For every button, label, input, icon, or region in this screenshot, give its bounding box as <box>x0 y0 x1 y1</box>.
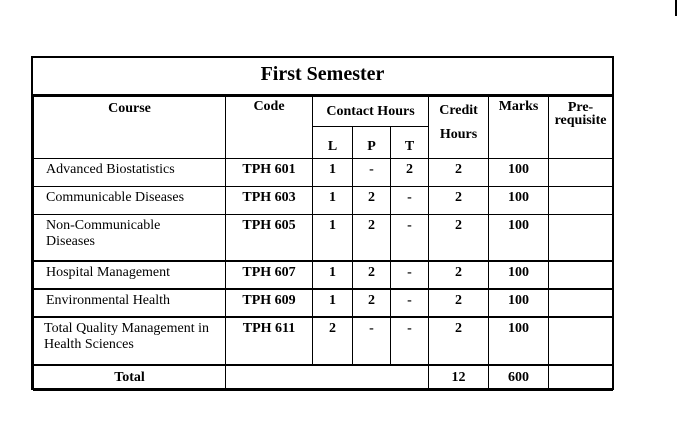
credit-hours: 2 <box>429 159 489 187</box>
prerequisite <box>549 159 613 187</box>
header-hours-label: Hours <box>439 127 478 142</box>
practical-hours: 2 <box>353 289 391 317</box>
practical-hours: 2 <box>353 261 391 289</box>
prerequisite <box>549 289 613 317</box>
total-row <box>34 365 613 391</box>
table-row <box>34 187 613 215</box>
marks: 100 <box>489 289 549 317</box>
total-marks: 600 <box>489 365 549 391</box>
tutorial-hours: - <box>391 317 429 365</box>
course-code: TPH 603 <box>226 187 313 215</box>
course-code: TPH 601 <box>226 159 313 187</box>
header-code: Code <box>226 97 313 159</box>
lecture-hours: 1 <box>313 187 353 215</box>
semester-table-frame <box>31 56 614 390</box>
lecture-hours: 1 <box>313 289 353 317</box>
total-label: Total <box>34 365 226 391</box>
lecture-hours: 2 <box>313 317 353 365</box>
header-tutorial: T <box>391 127 429 159</box>
practical-hours: 2 <box>353 215 391 261</box>
practical-hours: - <box>353 159 391 187</box>
table-row <box>34 215 613 261</box>
course-table <box>33 96 613 391</box>
course-code: TPH 605 <box>226 215 313 261</box>
header-prerequisite-line2: requisite <box>554 113 607 128</box>
marks: 100 <box>489 159 549 187</box>
credit-hours: 2 <box>429 187 489 215</box>
course-name: Total Quality Management in Health Sciences <box>34 317 226 365</box>
tutorial-hours: - <box>391 289 429 317</box>
header-practical: P <box>353 127 391 159</box>
course-code: TPH 607 <box>226 261 313 289</box>
marks: 100 <box>489 187 549 215</box>
course-name: Hospital Management <box>34 261 226 289</box>
table-row <box>34 289 613 317</box>
table-title: First Semester <box>33 58 612 96</box>
practical-hours: - <box>353 317 391 365</box>
header-prerequisite-line1: Pre- <box>567 100 594 115</box>
course-name: Advanced Biostatistics <box>34 159 226 187</box>
prerequisite <box>549 317 613 365</box>
tutorial-hours: - <box>391 215 429 261</box>
header-marks: Marks <box>489 97 549 159</box>
course-name: Environmental Health <box>34 289 226 317</box>
header-prerequisite <box>549 97 613 159</box>
marks: 100 <box>489 261 549 289</box>
header-credit-label: Credit <box>439 103 478 118</box>
practical-hours: 2 <box>353 187 391 215</box>
tutorial-hours: - <box>391 187 429 215</box>
marks: 100 <box>489 215 549 261</box>
prerequisite <box>549 215 613 261</box>
lecture-hours: 1 <box>313 261 353 289</box>
credit-hours: 2 <box>429 261 489 289</box>
total-credit-hours: 12 <box>429 365 489 391</box>
lecture-hours: 1 <box>313 215 353 261</box>
prerequisite <box>549 261 613 289</box>
table-row <box>34 261 613 289</box>
tutorial-hours: 2 <box>391 159 429 187</box>
credit-hours: 2 <box>429 317 489 365</box>
marks: 100 <box>489 317 549 365</box>
course-name: Non-Communicable Diseases <box>34 215 226 261</box>
lecture-hours: 1 <box>313 159 353 187</box>
course-code: TPH 609 <box>226 289 313 317</box>
header-course: Course <box>34 97 226 159</box>
table-row <box>34 159 613 187</box>
prerequisite <box>549 187 613 215</box>
total-blank <box>226 365 429 391</box>
header-lecture: L <box>313 127 353 159</box>
table-row <box>34 317 613 365</box>
header-contact-hours: Contact Hours <box>313 97 429 127</box>
credit-hours: 2 <box>429 215 489 261</box>
header-credit-hours <box>429 97 489 159</box>
total-prerequisite <box>549 365 613 391</box>
course-code: TPH 611 <box>226 317 313 365</box>
credit-hours: 2 <box>429 289 489 317</box>
tutorial-hours: - <box>391 261 429 289</box>
course-name: Communicable Diseases <box>34 187 226 215</box>
